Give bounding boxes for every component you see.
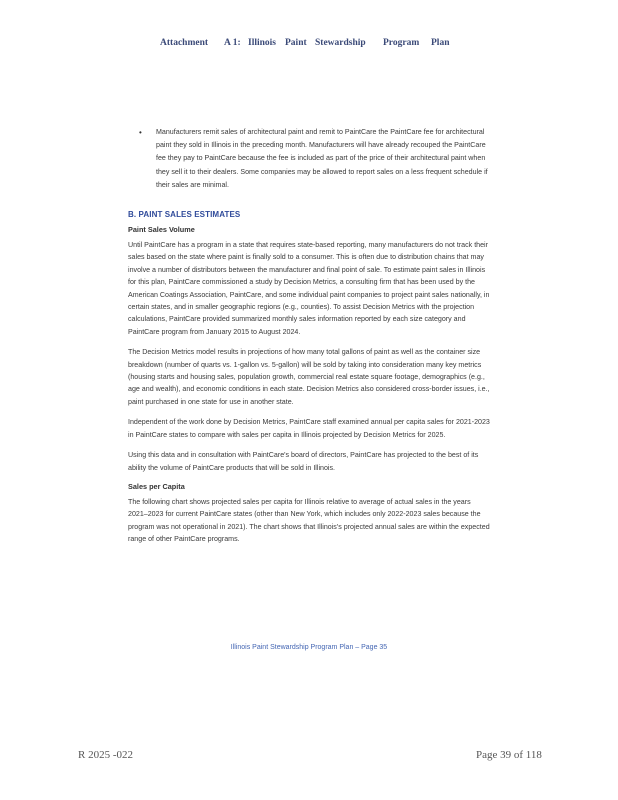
header-word: Paint (285, 38, 307, 48)
paragraph: Using this data and in consultation with PaintCare's board of directors, PaintCare has projected to the best of its ability the volume of PaintCare products that will be sold in Illinois. (128, 451, 479, 472)
paragraph: The Decision Metrics model results in projections of how many total gallons of paint as well as the container size breakdown (number of quarts vs. 1-gallon vs. 5-gallon) will be sold by taking into consideration many key metrics (housing starts and housing sales, population growth, commercial real estate square footage, demographics (e.g., age and wealth), and economic conditions in each state. Decision Metrics also considered cross-border issues, i.e., paint purchased in one state for use in another state. (128, 348, 490, 406)
paragraph: The following chart shows projected sales per capita for Illinois relative to average of actual sales in the years 2021–2023 for current PaintCare states (other than New York, which includes only 2022-2023 sales because the program was not operational in 2021). The chart shows that Illinois's projected annual sales are within the expected range of other PaintCare programs. (128, 497, 490, 544)
document-id: R 2025 -022 (78, 749, 133, 761)
plan-page-footer: Illinois Paint Stewardship Program Plan – Page 35 (230, 644, 388, 651)
page-number: Page 39 of 118 (476, 749, 542, 761)
section-heading: B. PAINT SALES ESTIMATES (128, 210, 241, 220)
header-word: A 1: (224, 38, 241, 48)
header-word: Attachment (160, 38, 209, 48)
header-word: Plan (431, 38, 450, 48)
paragraph: Independent of the work done by Decision Metrics, PaintCare staff examined annual per capita sales for 2021-2023 in PaintCare states to compare with sales per capita in Illinois projected by Decision Metrics for 2025. (128, 418, 490, 439)
header-word: Illinois (248, 38, 276, 48)
manufacturer-remit-bullet: • Manufacturers remit sales of architectural paint and remit to PaintCare the PaintCare fee for architectural paint they sold in Illinois in the preceding month. Manufacturers will have already recouped the PaintCare fee they pay to PaintCare because the fee is included as part of the price of their architectural paint when they sell it to their dealers. Some companies may be allowed to report sales on a less frequent schedule if their sales are minimal. (128, 126, 492, 192)
paint-sales-volume-heading: Paint Sales Volume (128, 225, 195, 235)
paragraph: Until PaintCare has a program in a state that requires state-based reporting, many manufacturers do not track their sales based on the state where paint is finally sold to a consumer. This is often due to distribution chains that may involve a number of distributors between the manufacturer and final point of sale. To estimate paint sales in Illinois for this plan, PaintCare commissioned a study by Decision Metrics, a consulting firm that has been used by the American Coatings Association, PaintCare, and some individual paint companies to project paint sales nationally, in certain states, and in smaller geographic regions (e.g., counties). To assist Decision Metrics with the projection calculations, PaintCare provided summarized monthly sales information reported by each size category and PaintCare program from January 2015 to August 2024. (128, 241, 490, 336)
header-word: Program (383, 38, 420, 48)
page-content (128, 126, 492, 552)
sales-per-capita-heading: Sales per Capita (128, 481, 185, 491)
header-word: Stewardship (315, 38, 366, 48)
